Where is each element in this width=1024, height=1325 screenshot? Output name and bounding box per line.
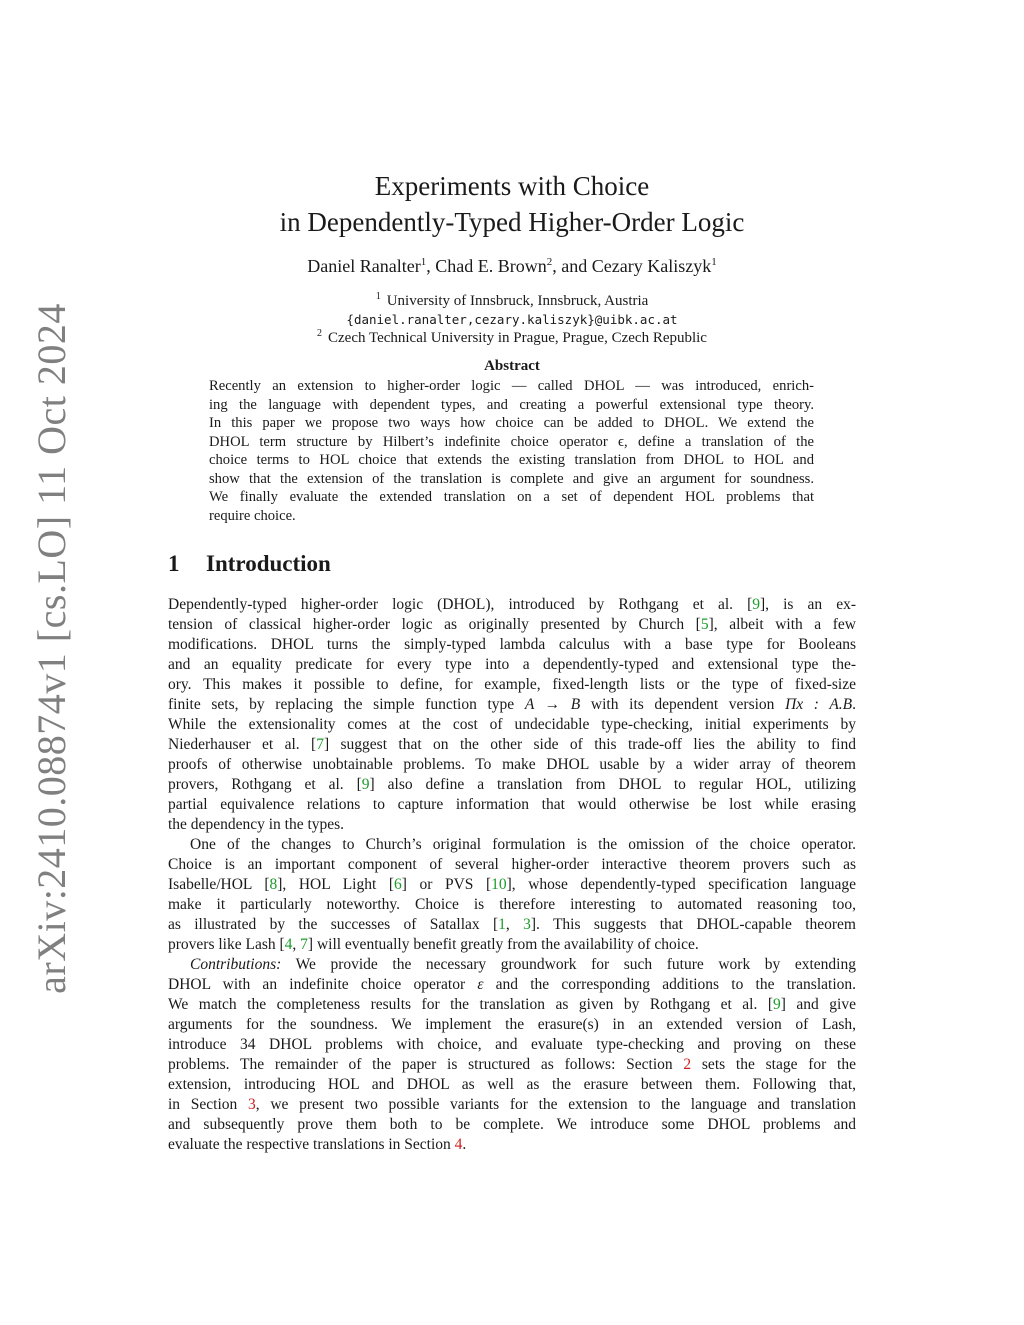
text-run: ], HOL Light [ [277, 876, 395, 893]
text-line [168, 875, 856, 895]
text-run: problems. The remainder of the paper is structured as follows: Section [168, 1056, 684, 1073]
affiliation-1 [168, 292, 856, 311]
text-run: ] and give [780, 996, 856, 1013]
text-line [168, 1095, 856, 1115]
text-run: , we present two possible variants for the extension to the language and translation [255, 1096, 856, 1113]
text-line: ory. This makes it possible to define, for example, fixed-length lists or the type of fixed-size [168, 676, 856, 693]
citation-link[interactable]: 5 [700, 616, 709, 633]
text-run: Isabelle/HOL [ [168, 876, 270, 893]
text-line: and subsequently prove them both to be complete. We introduce some DHOL problems and [168, 1116, 856, 1133]
text-line: While the extensionality comes at the cost of undecidable type-checking, initial experiments by [168, 716, 856, 733]
abstract-line: DHOL term structure by Hilbert’s indefinite choice operator ϵ, define a translation of the [209, 433, 814, 450]
title-line-1: Experiments with Choice [374, 171, 650, 201]
text-run: provers, Rothgang et al. [ [168, 776, 362, 793]
author-list [168, 253, 856, 279]
text-run: tension of classical higher-order logic as originally presented by Church [ [168, 616, 701, 633]
text-line: modifications. DHOL turns the simply-typed lambda calculus with a base type for Booleans [168, 636, 856, 653]
author-name: Daniel Ranalter [307, 256, 421, 276]
math-expression: A → B [524, 696, 581, 713]
citation-link[interactable]: 6 [394, 876, 402, 893]
affiliations [168, 292, 856, 348]
text-line [168, 775, 856, 795]
citation-link[interactable]: 7 [316, 736, 324, 753]
introduction-body [168, 595, 856, 1155]
text-run: ], is an ex- [760, 596, 856, 613]
affil-mark: 2 [317, 328, 322, 339]
text-run: in Section [168, 1096, 248, 1113]
citation-link[interactable]: 8 [269, 876, 278, 893]
math-expression: ε [477, 976, 484, 993]
author-affil-mark: 1 [711, 256, 717, 268]
text-run: . [852, 696, 857, 713]
affil-mark: 1 [375, 291, 381, 302]
text-run: Dependently-typed higher-order logic (DHOL), introduced by Rothgang et al. [ [168, 596, 753, 613]
text-run: evaluate the respective translations in Section [168, 1136, 455, 1153]
author-name: , Chad E. Brown [426, 256, 547, 276]
paper-title [168, 168, 856, 240]
text-run: . [462, 1136, 467, 1153]
affil-text: University of Innsbruck, Innsbruck, Austria [386, 293, 649, 309]
citation-link[interactable]: 4 [284, 936, 293, 953]
text-run: provers like Lash [ [168, 936, 285, 953]
abstract-line: ing the language with dependent types, and creating a powerful extensional type theory. [209, 396, 814, 413]
arxiv-identifier[interactable]: arXiv:2410.08874v1 [cs.LO] 11 Oct 2024 [28, 302, 74, 994]
text-run: We provide the necessary groundwork for such future work by extending [281, 956, 856, 973]
author-affil-mark: 1 [420, 256, 427, 268]
abstract-body [209, 377, 814, 525]
abstract-line: choice terms to HOL choice that extends the existing translation from DHOL to HOL and [209, 452, 814, 468]
text-run: ] will eventually benefit greatly from the availability of choice. [307, 936, 699, 953]
text-line [168, 995, 856, 1015]
section-link[interactable]: 2 [683, 1056, 692, 1073]
section-heading [168, 551, 331, 577]
email-text[interactable]: {daniel.ranalter,cezary.kaliszyk}@uibk.ac.at [346, 311, 678, 327]
abstract-line: In this paper we propose two ways how choice can be added to DHOL. We extend the [209, 415, 814, 431]
text-line [168, 1135, 856, 1155]
text-run: , [292, 936, 301, 953]
text-run: sets the stage for the [691, 1056, 856, 1073]
affiliation-2 [168, 329, 856, 348]
section-link[interactable]: 3 [247, 1096, 256, 1113]
section-title: Introduction [206, 551, 331, 576]
text-line [168, 695, 856, 715]
text-line [168, 955, 856, 975]
text-run: as illustrated by the successes of Satallax [ [168, 916, 499, 933]
text-run: ]. This suggests that DHOL-capable theorem [530, 916, 856, 933]
text-line: introduce 34 DHOL problems with choice, and evaluate type-checking and proving on these [168, 1036, 856, 1053]
text-line: partial equivalence relations to capture information that would otherwise be lost while erasing [168, 796, 856, 813]
text-line: make it particularly noteworthy. Choice is therefore interesting to automated reasoning too, [168, 896, 856, 913]
abstract-line: Recently an extension to higher-order logic — called DHOL — was introduced, enrich- [209, 378, 814, 394]
section-link[interactable]: 4 [454, 1136, 463, 1153]
citation-link[interactable]: 7 [300, 936, 308, 953]
text-line: and an equality predicate for every type into a dependently-typed and extensional type the- [168, 656, 856, 673]
citation-link[interactable]: 9 [361, 776, 370, 793]
author-name: , and Cezary Kaliszyk [552, 256, 712, 276]
text-run: ] or PVS [ [401, 876, 492, 893]
section-number: 1 [168, 551, 180, 576]
author-affil-mark: 2 [546, 256, 553, 268]
affil-text: Czech Technical University in Prague, Prague, Czech Republic [328, 330, 707, 346]
citation-link[interactable]: 10 [491, 876, 507, 893]
citation-link[interactable]: 1 [498, 916, 506, 933]
text-line [168, 915, 856, 935]
abstract-line: require choice. [209, 507, 296, 524]
text-line: proofs of otherwise unobtainable problems. To make DHOL usable by a wider array of theorem [168, 756, 856, 773]
abstract-heading: Abstract [484, 358, 540, 374]
text-line: arguments for the soundness. We implement the erasure(s) in an extended version of Lash, [168, 1016, 856, 1033]
text-run: ] also define a translation from DHOL to regular HOL, utilizing [369, 776, 857, 793]
text-run: DHOL with an indefinite choice operator [168, 976, 478, 993]
text-run: , [505, 916, 524, 933]
text-line: Choice is an important component of several higher-order interactive theorem provers such as [168, 856, 856, 873]
citation-link[interactable]: 3 [523, 916, 531, 933]
text-run: and the corresponding additions to the translation. [483, 976, 856, 993]
text-run: with its dependent version [580, 696, 786, 713]
abstract-line: show that the extension of the translation is complete and give an argument for soundness. [209, 470, 814, 487]
title-line-2: in Dependently-Typed Higher-Order Logic [279, 207, 745, 237]
text-run: ], albeit with a few [708, 616, 856, 633]
text-line [168, 935, 856, 955]
text-run: ], whose dependently-typed specification language [506, 876, 856, 893]
citation-link[interactable]: 9 [752, 596, 760, 613]
text-line [168, 1055, 856, 1075]
text-run: Niederhauser et al. [ [168, 736, 317, 753]
text-line: One of the changes to Church’s original formulation is the omission of the choice operator. [190, 836, 856, 853]
text-line [168, 595, 856, 615]
text-line: extension, introducing HOL and DHOL as well as the erasure between them. Following that, [168, 1076, 856, 1093]
text-run: ] suggest that on the other side of this trade-off lies the ability to find [323, 736, 856, 753]
text-line: the dependency in the types. [168, 816, 345, 833]
abstract-line: We finally evaluate the extended translation on a set of dependent HOL problems that [209, 489, 814, 505]
text-run: finite sets, by replacing the simple function type [168, 696, 525, 713]
author-email[interactable] [168, 311, 856, 330]
citation-link[interactable]: 9 [773, 996, 781, 1013]
text-line [168, 615, 856, 635]
text-run: We match the completeness results for the translation as given by Rothgang et al. [ [168, 996, 774, 1013]
text-line [168, 735, 856, 755]
arxiv-side-stamp [20, 302, 82, 994]
paragraph-label: Contributions: [190, 956, 282, 973]
text-line [168, 975, 856, 995]
math-expression: Πx : A.B [785, 696, 853, 713]
